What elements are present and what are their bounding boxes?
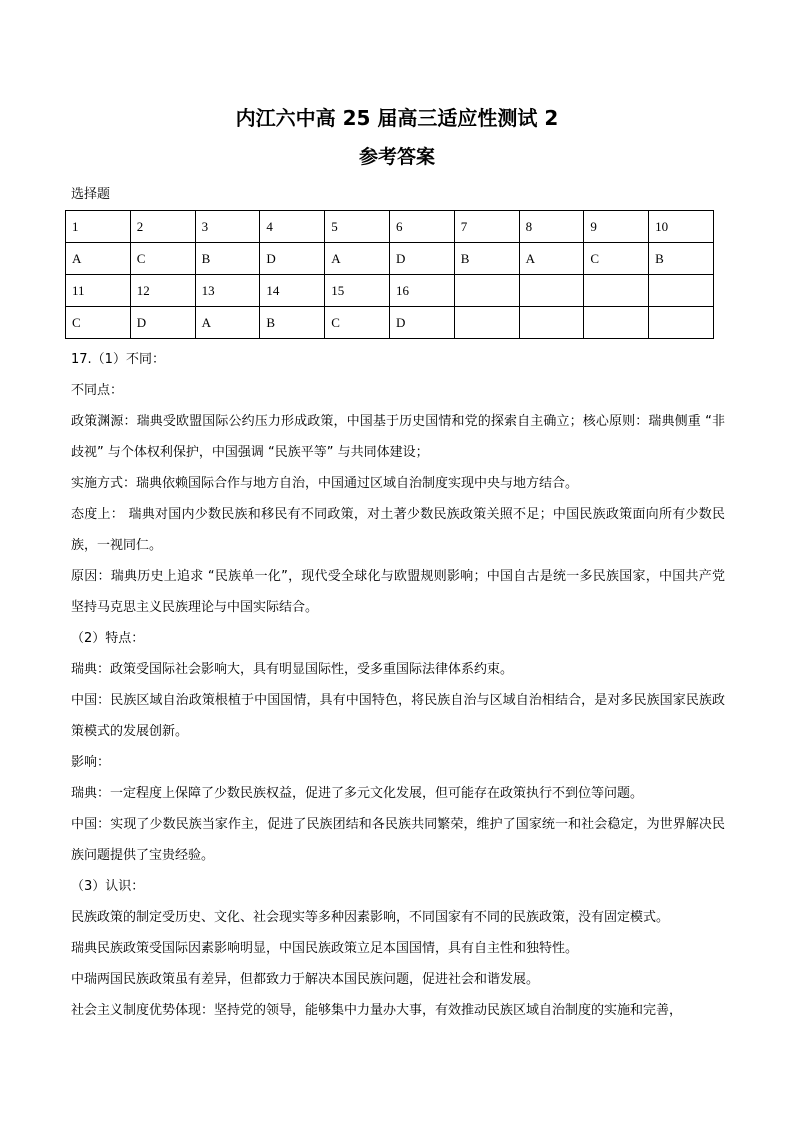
paragraph: 17.（1）不同： <box>71 352 165 367</box>
table-cell: 2 <box>130 211 195 243</box>
table-cell: 14 <box>260 275 325 307</box>
answer-key-table <box>65 210 714 339</box>
answer-explanation <box>71 344 725 1026</box>
table-cell: D <box>389 307 454 339</box>
table-row <box>66 211 714 243</box>
table-cell <box>649 307 714 339</box>
paragraph: 影响： <box>71 755 111 770</box>
paragraph: （2）特点： <box>71 631 145 646</box>
table-cell: A <box>325 243 390 275</box>
table-row <box>66 243 714 275</box>
table-cell: 7 <box>454 211 519 243</box>
paragraph: （3）认识： <box>71 879 145 894</box>
table-cell: 3 <box>195 211 260 243</box>
paragraph: 瑞典：政策受国际社会影响大，具有明显国际性，受多重国际法律体系约束。 <box>71 662 514 677</box>
table-cell: A <box>195 307 260 339</box>
table-cell: C <box>130 243 195 275</box>
table-cell: 9 <box>584 211 649 243</box>
table-cell: D <box>389 243 454 275</box>
table-cell: C <box>584 243 649 275</box>
table-cell: 15 <box>325 275 390 307</box>
paragraph: 不同点： <box>71 383 124 398</box>
table-cell <box>519 307 584 339</box>
multiple-choice-label: 选择题 <box>71 187 111 202</box>
table-row <box>66 275 714 307</box>
table-cell: B <box>649 243 714 275</box>
table-cell: D <box>130 307 195 339</box>
table-cell: A <box>66 243 131 275</box>
table-cell <box>584 307 649 339</box>
table-cell: 1 <box>66 211 131 243</box>
table-cell: 4 <box>260 211 325 243</box>
table-cell <box>519 275 584 307</box>
paragraph: 中国：实现了少数民族当家作主，促进了民族团结和各民族共同繁荣，维护了国家统一和社会稳定，为世界解决民族问题提供了宝贵经验。 <box>71 817 725 863</box>
paragraph: 实施方式：瑞典依赖国际合作与地方自治，中国通过区域自治制度实现中央与地方结合。 <box>71 476 579 491</box>
table-cell: 16 <box>389 275 454 307</box>
paragraph: 政策渊源：瑞典受欧盟国际公约压力形成政策，中国基于历史国情和党的探索自主确立；核心原则：瑞典侧重 “非歧视” 与个体权利保护，中国强调 “民族平等” 与共同体建设； <box>71 414 725 460</box>
table-cell: 5 <box>325 211 390 243</box>
table-cell: 13 <box>195 275 260 307</box>
paragraph: 民族政策的制定受历史、文化、社会现实等多种因素影响，不同国家有不同的民族政策，没有固定模式。 <box>71 910 670 925</box>
page-subtitle: 参考答案 <box>358 146 435 168</box>
table-cell: C <box>325 307 390 339</box>
table-cell: 10 <box>649 211 714 243</box>
table-row <box>66 307 714 339</box>
paragraph: 社会主义制度优势体现：坚持党的领导，能够集中力量办大事，有效推动民族区域自治制度的实施和完善， <box>71 1003 683 1018</box>
table-cell: 8 <box>519 211 584 243</box>
table-cell <box>584 275 649 307</box>
table-cell: B <box>195 243 260 275</box>
table-cell: B <box>260 307 325 339</box>
page-title: 内江六中高 25 届高三适应性测试 2 <box>235 106 559 130</box>
table-cell: 6 <box>389 211 454 243</box>
table-cell: 11 <box>66 275 131 307</box>
table-cell: A <box>519 243 584 275</box>
paragraph: 态度上： 瑞典对国内少数民族和移民有不同政策，对土著少数民族政策关照不足；中国民族政策面向所有少数民族，一视同仁。 <box>71 507 725 553</box>
paragraph: 中国：民族区域自治政策根植于中国国情，具有中国特色，将民族自治与区域自治相结合，是对多民族国家民族政策模式的发展创新。 <box>71 693 725 739</box>
table-cell <box>649 275 714 307</box>
paragraph: 瑞典：一定程度上保障了少数民族权益，促进了多元文化发展，但可能存在政策执行不到位等问题。 <box>71 786 644 801</box>
paragraph: 瑞典民族政策受国际因素影响明显，中国民族政策立足本国国情，具有自主性和独特性。 <box>71 941 579 956</box>
table-cell: D <box>260 243 325 275</box>
table-cell: B <box>454 243 519 275</box>
table-cell: 12 <box>130 275 195 307</box>
table-cell <box>454 275 519 307</box>
table-cell <box>454 307 519 339</box>
paragraph: 中瑞两国民族政策虽有差异，但都致力于解决本国民族问题，促进社会和谐发展。 <box>71 972 540 987</box>
paragraph: 原因：瑞典历史上追求 “民族单一化”，现代受全球化与欧盟规则影响；中国自古是统一多民族国家，中国共产党坚持马克思主义民族理论与中国实际结合。 <box>71 569 725 615</box>
table-cell: C <box>66 307 131 339</box>
